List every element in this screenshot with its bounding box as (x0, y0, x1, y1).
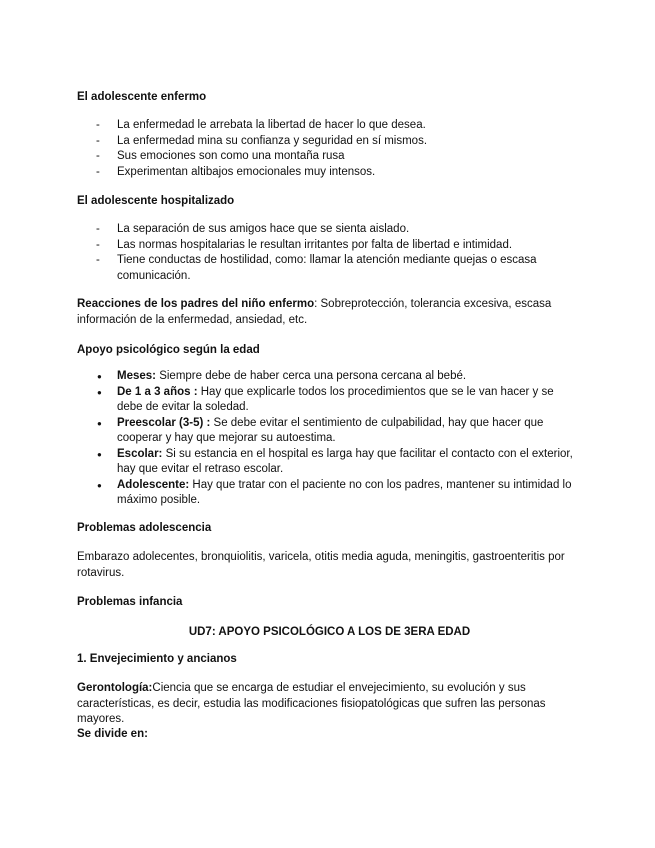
heading-envejecimiento: 1. Envejecimiento y ancianos (77, 653, 237, 665)
list-item: - La separación de sus amigos hace que se sienta aislado. (77, 222, 582, 238)
term: De 1 a 3 años : (117, 385, 198, 398)
list-item: - Sus emociones son como una montaña rusa (77, 149, 582, 165)
list-item (77, 478, 582, 509)
description: Hay que tratar con el paciente no con los padres, mantener su intimidad lo máximo posible. (117, 478, 572, 506)
description: Se debe evitar el sentimiento de culpabilidad, hay que hacer que cooperar y hay que mejorar su autoestima. (117, 416, 544, 444)
heading-adolescente-enfermo: El adolescente enfermo (77, 91, 207, 103)
list-item (77, 385, 582, 416)
term: Meses: (117, 370, 156, 382)
list-item (77, 447, 582, 478)
gerontologia-text: Ciencia que se encarga de estudiar el envejecimiento, su evolución y sus características, es decir, estudia las modificaciones fisiopatológicas que sufren las personas mayores. (77, 682, 546, 725)
list-item (77, 416, 582, 447)
description: Si su estancia en el hospital es larga hay que facilitar el contacto con el exterior, hay que evitar el retraso escolar. (117, 447, 573, 475)
paragraph-problemas-adolescencia: Embarazo adolecentes, bronquiolitis, varicela, otitis media aguda, meningitis, gastroenteritis por rotavirus. (77, 551, 565, 579)
list-item: - Tiene conductas de hostilidad, como: llamar la atención mediante quejas o escasa comunicación. (77, 253, 582, 284)
description: Hay que explicarle todos los procedimientos que se le van hacer y se debe de evitar la soledad. (117, 385, 554, 413)
list-item: - Las normas hospitalarias le resultan irritantes por falta de libertad e intimidad. (77, 238, 582, 254)
list-item: - Experimentan altibajos emocionales muy intensos. (77, 165, 582, 181)
list-adolescente-enfermo (77, 118, 582, 180)
term: Preescolar (3-5) : (117, 416, 211, 429)
list-item: - La enfermedad mina su confianza y seguridad en sí mismos. (77, 134, 582, 150)
heading-problemas-infancia: Problemas infancia (77, 596, 183, 608)
reacciones-text: : Sobreprotección, tolerancia excesiva, escasa información de la enfermedad, ansiedad, etc. (77, 298, 552, 326)
paragraph-reacciones-padres (77, 297, 582, 328)
heading-adolescente-hospitalizado: El adolescente hospitalizado (77, 195, 235, 207)
heading-se-divide: Se divide en: (77, 728, 148, 740)
gerontologia-term: Gerontología: (77, 682, 153, 694)
reacciones-label: Reacciones de los padres del niño enfermo (77, 298, 315, 310)
heading-problemas-adolescencia: Problemas adolescencia (77, 522, 212, 534)
heading-ud7: UD7: APOYO PSICOLÓGICO A LOS DE 3ERA EDAD (188, 626, 471, 638)
list-apoyo-psicologico (77, 369, 582, 509)
term: Adolescente: (117, 478, 190, 491)
list-item: - La enfermedad le arrebata la libertad de hacer lo que desea. (77, 118, 582, 134)
list-adolescente-hospitalizado (77, 222, 582, 284)
description: Siempre debe de haber cerca una persona cercana al bebé. (156, 370, 467, 382)
list-item (77, 369, 582, 385)
heading-apoyo-psicologico: Apoyo psicológico según la edad (77, 344, 260, 356)
paragraph-gerontologia (77, 681, 582, 728)
term: Escolar: (117, 447, 163, 460)
